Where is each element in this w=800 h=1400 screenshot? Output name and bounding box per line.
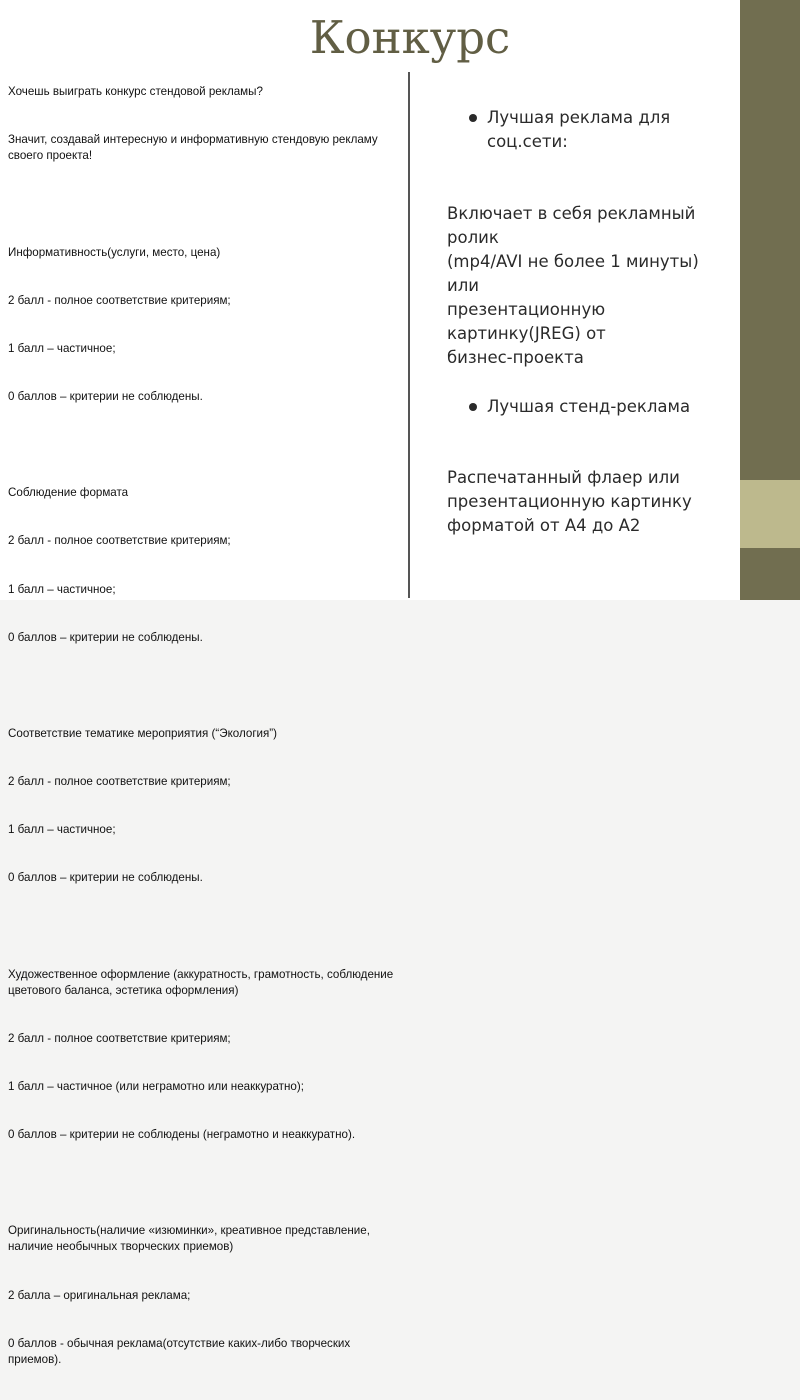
description-line: или xyxy=(447,276,479,295)
rules-line: 0 баллов – критерии не соблюдены. xyxy=(8,871,203,885)
description-line: презентационную картинку xyxy=(447,492,692,511)
rules-line: 0 баллов – критерии не соблюдены. xyxy=(8,630,203,644)
decorative-side-bar-accent xyxy=(740,480,800,548)
slide-title: Конкурс xyxy=(309,11,511,64)
rules-line: 1 балл – частичное; xyxy=(8,582,116,596)
rules-line: 1 балл – частичное; xyxy=(8,823,116,837)
social-ad-description xyxy=(447,202,737,370)
rules-line: Художественное оформление (аккуратность, грамотность, соблюдение цветового баланса, эстетика оформления) xyxy=(8,967,397,997)
rules-line: 1 балл – частичное; xyxy=(8,341,116,355)
rules-line: 2 балла – оригинальная реклама; xyxy=(8,1288,191,1302)
description-line: форматой от А4 до А2 xyxy=(447,516,641,535)
bullet-dot-icon xyxy=(469,403,477,411)
description-line: (mp4/AVI не более 1 минуты) xyxy=(447,252,699,271)
rules-line: Значит, создавай интересную и информативную стендовую рекламу своего проекта! xyxy=(8,133,381,163)
description-line: ролик xyxy=(447,228,499,247)
bullet-label: Лучшая реклама для соц.сети: xyxy=(487,108,671,151)
rules-line xyxy=(8,678,404,694)
description-line: бизнес-проекта xyxy=(447,348,584,367)
rules-line: 2 балл - полное соответствие критериям; xyxy=(8,534,231,548)
description-line: презентационную xyxy=(447,300,606,319)
rules-line: 2 балл - полное соответствие критериям; xyxy=(8,775,231,789)
rules-line: Оригинальность(наличие «изюминки», креативное представление, наличие необычных творческих приемов) xyxy=(8,1224,374,1254)
rules-line: 2 балл - полное соответствие критериям; xyxy=(8,293,231,307)
rules-line xyxy=(8,1175,404,1191)
bullet-dot-icon xyxy=(469,114,477,122)
description-line: Распечатанный флаер или xyxy=(447,468,680,487)
bullet-label: Лучшая стенд-реклама xyxy=(487,397,691,416)
rules-line xyxy=(8,919,404,935)
rules-line: Информативность(услуги, место, цена) xyxy=(8,245,221,259)
contest-rules xyxy=(8,52,404,1400)
rules-line: 0 баллов - обычная реклама(отсутствие каких-либо творческих приемов). xyxy=(8,1336,354,1366)
stand-ad-description xyxy=(447,466,737,538)
rules-line: 1 балл – частичное (или неграмотно или неаккуратно); xyxy=(8,1080,304,1093)
rules-line: Хочешь выиграть конкурс стендовой рекламы? xyxy=(8,85,263,99)
rules-line: 0 баллов – критерии не соблюдены. xyxy=(8,389,203,403)
rules-line xyxy=(8,196,404,212)
rules-line: Соответствие тематике мероприятия (“Экология”) xyxy=(8,726,278,740)
rules-line: Соблюдение формата xyxy=(8,486,129,500)
column-divider xyxy=(408,72,410,598)
rules-line: 0 баллов – критерии не соблюдены (неграмотно и неаккуратно). xyxy=(8,1128,356,1142)
description-line: Включает в себя рекламный xyxy=(447,204,696,223)
rules-line xyxy=(8,437,404,453)
description-line: картинку(JREG) от xyxy=(447,324,606,343)
rules-line: 2 балл - полное соответствие критериям; xyxy=(8,1031,231,1045)
